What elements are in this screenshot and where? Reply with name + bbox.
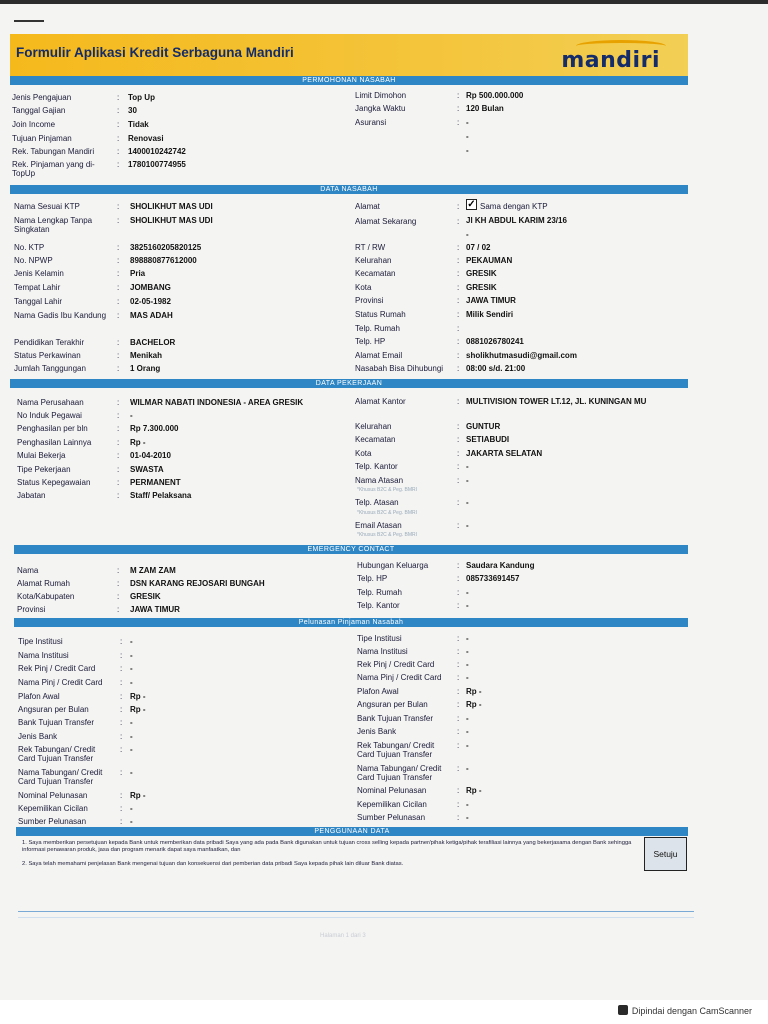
colon: : [117, 134, 120, 143]
tanggal-gajian-value: 30 [128, 106, 137, 115]
jabatan-value: Staff/ Pelaksana [130, 491, 192, 500]
status-rumah-label: Status Rumah [355, 310, 406, 319]
no-induk-pegawai-value: - [130, 411, 133, 420]
alamat-kantor-label: Alamat Kantor [355, 397, 406, 406]
angsuran-per-bulan-label: Angsuran per Bulan [18, 705, 89, 714]
kecamatan-value: GRESIK [466, 269, 497, 278]
kecamatan-label: Kecamatan [355, 269, 396, 278]
nama-institusi-label: Nama Institusi [357, 647, 408, 656]
colon: : [117, 478, 120, 487]
colon: : [120, 732, 123, 741]
limit-dimohon-value: Rp 500.000.000 [466, 91, 524, 100]
tipe-institusi-label: Tipe Institusi [18, 637, 63, 646]
jenis-bank-label: Jenis Bank [357, 727, 397, 736]
alamat-rumah-value: DSN KARANG REJOSARI BUNGAH [130, 579, 265, 588]
bank-tujuan-transfer-label: Bank Tujuan Transfer [18, 718, 95, 727]
consent-note-1: 1. Saya memberikan persetujuan kepada Bank untuk memberikan data pribadi Saya yang ada pada Bank digunakan untuk tujuan cross selling kepada partner/pihak ketiga/pihak terafiliasi lainnya yang bekerjasama dengan Bank sehingga informasi penawaran produk, jasa dan program menarik dapat saya manfaatkan, dan [22, 840, 632, 854]
colon: : [457, 449, 460, 458]
jabatan-label: Jabatan [17, 491, 46, 500]
provinsi-value: JAWA TIMUR [130, 605, 180, 614]
pendidikan-terakhir-label: Pendidikan Terakhir [14, 338, 85, 347]
kepemilikan-cicilan-label: Kepemilikan Cicilan [18, 804, 88, 813]
colon: : [120, 664, 123, 673]
colon: : [457, 351, 460, 360]
kepemilikan-cicilan-value: - [130, 804, 133, 813]
tipe-institusi-label: Tipe Institusi [357, 634, 402, 643]
colon: : [457, 397, 460, 406]
tempat-lahir-label: Tempat Lahir [14, 283, 61, 292]
no-ktp-value: 3825160205820125 [130, 243, 202, 252]
rek-pinjaman-yang-di-topup-value: 1780100774955 [128, 160, 186, 169]
colon: : [117, 216, 120, 225]
colon: : [117, 160, 120, 169]
plafon-awal-label: Plafon Awal [18, 692, 60, 701]
scanned-page [0, 4, 768, 1000]
section-bar-emergency: EMERGENCY CONTACT [14, 545, 688, 554]
kecamatan-label: Kecamatan [355, 435, 396, 444]
colon: : [120, 745, 123, 754]
setuju-button[interactable]: Setuju [644, 837, 687, 871]
section-bar-permohonan: PERMOHONAN NASABAH [10, 76, 688, 85]
divider [18, 917, 694, 918]
colon: : [457, 786, 460, 795]
nama-sesuai-ktp-value: SHOLIKHUT MAS UDI [130, 202, 213, 211]
telp-hp-label: Telp. HP [355, 337, 386, 346]
nama-institusi-value: - [130, 651, 133, 660]
nama-pinj-credit-card-label: Nama Pinj / Credit Card [357, 673, 442, 682]
colon: : [457, 813, 460, 822]
tipe-pekerjaan-value: SWASTA [130, 465, 164, 474]
jenis-pengajuan-value: Top Up [128, 93, 155, 102]
asuransi-label: Asuransi [355, 118, 387, 127]
rek-tabungan-credit-card-tujuan-transfer-label: Rek Tabungan/ Credit Card Tujuan Transfer [357, 741, 435, 759]
email-atasan-label: Email Atasan [355, 521, 402, 530]
camscanner-icon [618, 1005, 628, 1015]
tempat-lahir-value: JOMBANG [130, 283, 171, 292]
colon: : [120, 678, 123, 687]
scanner-watermark-bar [0, 1000, 768, 1024]
telp-kantor-value: - [466, 462, 469, 471]
telp-hp-value: 0881026780241 [466, 337, 524, 346]
jumlah-tanggungan-value: 1 Orang [130, 364, 161, 373]
colon: : [117, 451, 120, 460]
section-bar-pelunasan: Pelunasan Pinjaman Nasabah [14, 618, 688, 627]
colon: : [457, 741, 460, 750]
tanggal-lahir-label: Tanggal Lahir [14, 297, 63, 306]
colon: : [457, 104, 460, 113]
colon: : [457, 217, 460, 226]
telp-atasan-label: Telp. Atasan [355, 498, 399, 507]
colon: : [457, 601, 460, 610]
colon: : [457, 269, 460, 278]
kecamatan-value: SETIABUDI [466, 435, 510, 444]
colon: : [117, 297, 120, 306]
nama-lengkap-tanpa-singkatan-label: Nama Lengkap Tanpa Singkatan [14, 216, 93, 234]
nama-tabungan-credit-card-tujuan-transfer-value: - [466, 764, 469, 773]
extra-value: - [466, 132, 469, 141]
colon: : [117, 491, 120, 500]
jenis-pengajuan-label: Jenis Pengajuan [12, 93, 72, 102]
colon: : [457, 634, 460, 643]
colon: : [457, 435, 460, 444]
colon: : [457, 660, 460, 669]
telp-kantor-value: - [466, 601, 469, 610]
colon: : [457, 700, 460, 709]
alamat-rumah-label: Alamat Rumah [17, 579, 70, 588]
jenis-kelamin-value: Pria [130, 269, 146, 278]
rek-tabungan-credit-card-tujuan-transfer-label: Rek Tabungan/ Credit Card Tujuan Transfer [18, 745, 96, 763]
rt-rw-label: RT / RW [355, 243, 386, 252]
colon: : [117, 411, 120, 420]
colon: : [457, 588, 460, 597]
form-title: Formulir Aplikasi Kredit Serbaguna Mandiri [16, 45, 294, 60]
colon: : [117, 283, 120, 292]
sumber-pelunasan-label: Sumber Pelunasan [18, 817, 87, 826]
penghasilan-per-bln-value: Rp 7.300.000 [130, 424, 179, 433]
colon: : [117, 243, 120, 252]
plafon-awal-value: Rp - [130, 692, 146, 701]
bank-tujuan-transfer-value: - [130, 718, 133, 727]
bank-tujuan-transfer-value: - [466, 714, 469, 723]
nominal-pelunasan-value: Rp - [130, 791, 146, 800]
rek-tabungan-credit-card-tujuan-transfer-value: - [466, 741, 469, 750]
hint-email-atasan: *Khusus B2C & Peg. BMRI [357, 532, 418, 538]
nominal-pelunasan-label: Nominal Pelunasan [18, 791, 88, 800]
jenis-bank-value: - [466, 727, 469, 736]
colon: : [117, 120, 120, 129]
telp-hp-label: Telp. HP [357, 574, 388, 583]
kelurahan-label: Kelurahan [355, 256, 392, 265]
colon: : [457, 364, 460, 373]
colon: : [120, 705, 123, 714]
kota-label: Kota [355, 283, 372, 292]
nama-pinj-credit-card-value: - [130, 678, 133, 687]
alamat-label: Alamat [355, 202, 380, 211]
join-income-label: Join Income [12, 120, 56, 129]
sama-dengan-ktp-checkbox[interactable]: ✓ [467, 199, 476, 210]
nama-tabungan-credit-card-tujuan-transfer-label: Nama Tabungan/ Credit Card Tujuan Transfer [357, 764, 442, 782]
divider [18, 911, 694, 912]
telp-atasan-value: - [466, 498, 469, 507]
colon: : [117, 311, 120, 320]
alamat-sekarang-label: Alamat Sekarang [355, 217, 417, 226]
nama-gadis-ibu-kandung-label: Nama Gadis Ibu Kandung [14, 311, 107, 320]
kota-kabupaten-value: GRESIK [130, 592, 161, 601]
nama-lengkap-tanpa-singkatan-value: SHOLIKHUT MAS UDI [130, 216, 213, 225]
tujuan-pinjaman-label: Tujuan Pinjaman [12, 134, 72, 143]
colon: : [457, 296, 460, 305]
colon: : [457, 256, 460, 265]
colon: : [117, 465, 120, 474]
alamat-kantor-value: MULTIVISION TOWER LT.12, JL. KUNINGAN MU [466, 397, 647, 406]
tipe-pekerjaan-label: Tipe Pekerjaan [17, 465, 71, 474]
nama-value: M ZAM ZAM [130, 566, 176, 575]
jangka-waktu-value: 120 Bulan [466, 104, 504, 113]
page-footer: Halaman 1 dari 3 [320, 933, 366, 939]
rek-tabungan-credit-card-tujuan-transfer-value: - [130, 745, 133, 754]
status-kepegawaian-label: Status Kepegawaian [17, 478, 91, 487]
mandiri-logo: mandiri [561, 48, 660, 73]
rek-pinj-credit-card-label: Rek Pinj / Credit Card [357, 660, 435, 669]
hint-telp-atasan: *Khusus B2C & Peg. BMRI [357, 510, 418, 516]
rek-pinj-credit-card-value: - [466, 660, 469, 669]
colon: : [120, 718, 123, 727]
rek-pinjaman-yang-di-topup-label: Rek. Pinjaman yang di-TopUp [12, 160, 95, 178]
kepemilikan-cicilan-label: Kepemilikan Cicilan [357, 800, 427, 809]
colon: : [457, 561, 460, 570]
plafon-awal-label: Plafon Awal [357, 687, 399, 696]
colon: : [117, 93, 120, 102]
nasabah-bisa-dihubungi-value: 08:00 s/d. 21:00 [466, 364, 526, 373]
kota-value: GRESIK [466, 283, 497, 292]
colon: : [457, 647, 460, 656]
colon: : [117, 398, 120, 407]
scan-mark [14, 20, 44, 22]
sumber-pelunasan-value: - [130, 817, 133, 826]
colon: : [117, 605, 120, 614]
colon: : [457, 462, 460, 471]
kota-kabupaten-label: Kota/Kabupaten [17, 592, 75, 601]
colon: : [457, 574, 460, 583]
nama-label: Nama [17, 566, 39, 575]
extra-value: - [466, 146, 469, 155]
telp-rumah-label: Telp. Rumah [357, 588, 402, 597]
tanggal-gajian-label: Tanggal Gajian [12, 106, 66, 115]
colon: : [120, 651, 123, 660]
jenis-bank-value: - [130, 732, 133, 741]
hubungan-keluarga-value: Saudara Kandung [466, 561, 535, 570]
colon: : [117, 592, 120, 601]
colon: : [457, 91, 460, 100]
telp-kantor-label: Telp. Kantor [355, 462, 398, 471]
colon: : [117, 202, 120, 211]
section-bar-data-nasabah: DATA NASABAH [10, 185, 688, 194]
colon: : [457, 687, 460, 696]
rek-tabungan-mandiri-label: Rek. Tabungan Mandiri [12, 147, 95, 156]
kelurahan-label: Kelurahan [355, 422, 392, 431]
email-atasan-value: - [466, 521, 469, 530]
colon: : [120, 768, 123, 777]
kelurahan-value: PEKAUMAN [466, 256, 513, 265]
rek-pinj-credit-card-label: Rek Pinj / Credit Card [18, 664, 96, 673]
kota-value: JAKARTA SELATAN [466, 449, 543, 458]
tipe-institusi-value: - [466, 634, 469, 643]
angsuran-per-bulan-value: Rp - [130, 705, 146, 714]
rek-tabungan-mandiri-value: 1400010242742 [128, 147, 186, 156]
colon: : [117, 256, 120, 265]
colon: : [120, 804, 123, 813]
sama-dengan-ktp-label: Sama dengan KTP [480, 202, 548, 211]
nama-institusi-label: Nama Institusi [18, 651, 69, 660]
section-bar-penggunaan: PENGGUNAAN DATA [16, 827, 688, 836]
penghasilan-per-bln-label: Penghasilan per bln [17, 424, 88, 433]
colon: : [117, 351, 120, 360]
telp-kantor-label: Telp. Kantor [357, 601, 400, 610]
alamat-sekarang-value: Jl KH ABDUL KARIM 23/16 [466, 216, 567, 225]
provinsi-value: JAWA TIMUR [466, 296, 516, 305]
colon: : [117, 269, 120, 278]
section-bar-data-pekerjaan: DATA PEKERJAAN [10, 379, 688, 388]
nama-tabungan-credit-card-tujuan-transfer-label: Nama Tabungan/ Credit Card Tujuan Transfer [18, 768, 103, 786]
jenis-bank-label: Jenis Bank [18, 732, 58, 741]
colon: : [117, 147, 120, 156]
asuransi-value: - [466, 118, 469, 127]
alamat-email-value: sholikhutmasudi@gmail.com [466, 351, 577, 360]
nama-atasan-value: - [466, 476, 469, 485]
nasabah-bisa-dihubungi-label: Nasabah Bisa Dihubungi [355, 364, 444, 373]
camscanner-text: Dipindai dengan CamScanner [631, 1006, 752, 1016]
nama-atasan-label: Nama Atasan [355, 476, 404, 485]
limit-dimohon-label: Limit Dimohon [355, 91, 407, 100]
colon: : [457, 727, 460, 736]
colon: : [117, 579, 120, 588]
status-perkawinan-value: Menikah [130, 351, 163, 360]
no-induk-pegawai-label: No Induk Pegawai [17, 411, 82, 420]
no-ktp-label: No. KTP [14, 243, 45, 252]
colon: : [120, 817, 123, 826]
colon: : [117, 424, 120, 433]
tanggal-lahir-value: 02-05-1982 [130, 297, 171, 306]
alamat-sekarang-line2: - [466, 230, 469, 239]
provinsi-label: Provinsi [17, 605, 46, 614]
nama-gadis-ibu-kandung-value: MAS ADAH [130, 311, 173, 320]
colon: : [457, 800, 460, 809]
consent-note-2: 2. Saya telah memahami penjelasan Bank mengenai tujuan dan konsekuensi dari pemberian data pribadi Saya kepada pihak lain diluar Bank diatas. [22, 861, 404, 867]
nominal-pelunasan-value: Rp - [466, 786, 482, 795]
telp-hp-value: 085733691457 [466, 574, 520, 583]
bank-tujuan-transfer-label: Bank Tujuan Transfer [357, 714, 434, 723]
nama-perusahaan-value: WILMAR NABATI INDONESIA - AREA GRESIK [130, 398, 304, 407]
colon: : [120, 692, 123, 701]
nama-pinj-credit-card-label: Nama Pinj / Credit Card [18, 678, 103, 687]
status-kepegawaian-value: PERMANENT [130, 478, 181, 487]
provinsi-label: Provinsi [355, 296, 384, 305]
hint-nama-atasan: *Khusus B2C & Peg. BMRI [357, 487, 418, 493]
hubungan-keluarga-label: Hubungan Keluarga [357, 561, 429, 570]
colon: : [457, 764, 460, 773]
angsuran-per-bulan-label: Angsuran per Bulan [357, 700, 428, 709]
nama-pinj-credit-card-value: - [466, 673, 469, 682]
rek-pinj-credit-card-value: - [130, 664, 133, 673]
colon: : [457, 422, 460, 431]
status-perkawinan-label: Status Perkawinan [14, 351, 81, 360]
mulai-bekerja-label: Mulai Bekerja [17, 451, 66, 460]
alamat-email-label: Alamat Email [355, 351, 403, 360]
rt-rw-value: 07 / 02 [466, 243, 491, 252]
colon: : [457, 283, 460, 292]
kelurahan-value: GUNTUR [466, 422, 501, 431]
colon: : [117, 566, 120, 575]
jumlah-tanggungan-label: Jumlah Tanggungan [14, 364, 86, 373]
status-rumah-value: Milik Sendiri [466, 310, 514, 319]
tujuan-pinjaman-value: Renovasi [128, 134, 164, 143]
nama-tabungan-credit-card-tujuan-transfer-value: - [130, 768, 133, 777]
no-npwp-label: No. NPWP [14, 256, 53, 265]
colon: : [457, 310, 460, 319]
form-header [10, 34, 688, 76]
tipe-institusi-value: - [130, 637, 133, 646]
colon: : [457, 476, 460, 485]
pendidikan-terakhir-value: BACHELOR [130, 338, 176, 347]
colon: : [117, 438, 120, 447]
nominal-pelunasan-label: Nominal Pelunasan [357, 786, 427, 795]
kepemilikan-cicilan-value: - [466, 800, 469, 809]
join-income-value: Tidak [128, 120, 149, 129]
colon: : [457, 673, 460, 682]
jenis-kelamin-label: Jenis Kelamin [14, 269, 64, 278]
sumber-pelunasan-value: - [466, 813, 469, 822]
colon: : [120, 791, 123, 800]
kota-label: Kota [355, 449, 372, 458]
angsuran-per-bulan-value: Rp - [466, 700, 482, 709]
colon: : [457, 714, 460, 723]
colon: : [457, 498, 460, 507]
colon: : [457, 521, 460, 530]
nama-perusahaan-label: Nama Perusahaan [17, 398, 84, 407]
penghasilan-lainnya-value: Rp - [130, 438, 146, 447]
telp-rumah-value: - [466, 588, 469, 597]
colon: : [457, 243, 460, 252]
mulai-bekerja-value: 01-04-2010 [130, 451, 171, 460]
nama-sesuai-ktp-label: Nama Sesuai KTP [14, 202, 80, 211]
jangka-waktu-label: Jangka Waktu [355, 104, 406, 113]
sumber-pelunasan-label: Sumber Pelunasan [357, 813, 426, 822]
telp-rumah-label: Telp. Rumah [355, 324, 400, 333]
colon: : [120, 637, 123, 646]
no-npwp-value: 898880877612000 [130, 256, 197, 265]
nama-institusi-value: - [466, 647, 469, 656]
plafon-awal-value: Rp - [466, 687, 482, 696]
penghasilan-lainnya-label: Penghasilan Lainnya [17, 438, 92, 447]
colon: : [117, 364, 120, 373]
colon: : [117, 338, 120, 347]
colon: : [457, 324, 460, 333]
colon: : [457, 202, 460, 211]
colon: : [457, 118, 460, 127]
colon: : [457, 337, 460, 346]
colon: : [117, 106, 120, 115]
